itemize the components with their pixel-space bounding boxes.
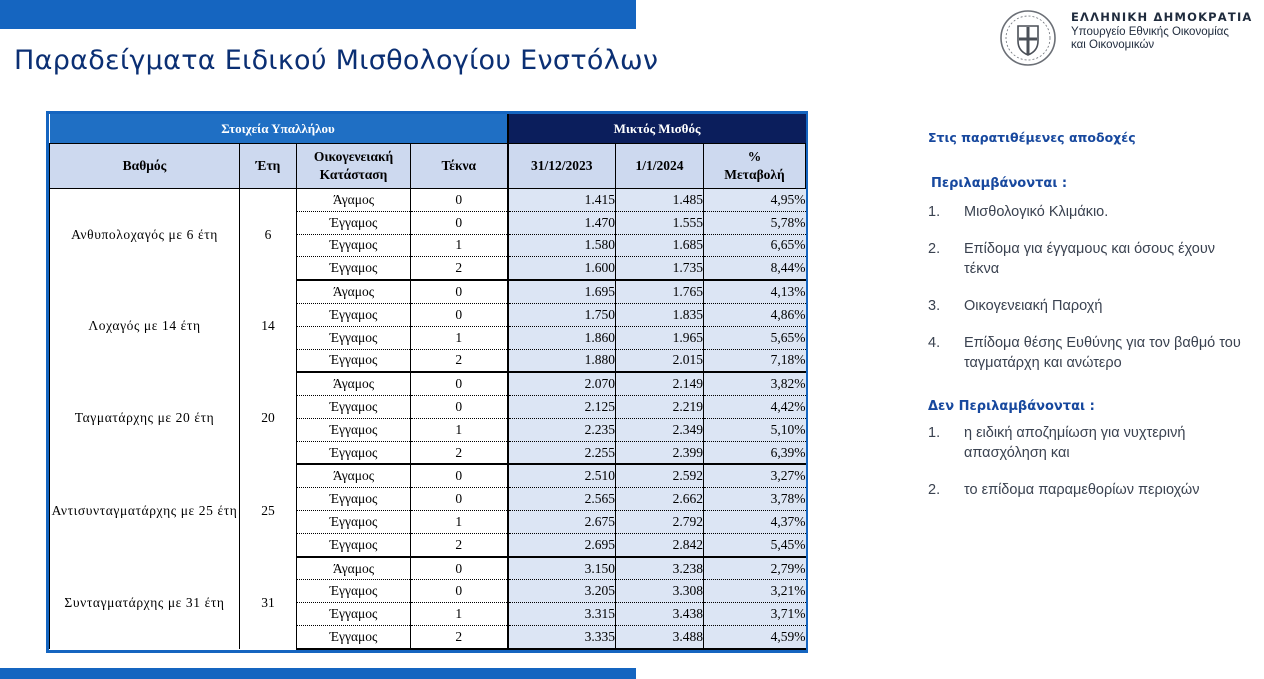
family-status-cell: Έγγαμος (297, 257, 411, 280)
col-header-rank: Βαθμός (50, 144, 240, 189)
children-cell: 1 (411, 511, 508, 534)
col-header-family-line-2: Κατάσταση (319, 167, 388, 182)
table-row (50, 464, 806, 487)
salary-2023-cell: 1.600 (508, 257, 616, 280)
change-percent-cell: 5,78% (704, 211, 806, 234)
notes-panel (928, 130, 1248, 500)
family-status-cell: Έγγαμος (297, 418, 411, 441)
col-header-years: Έτη (240, 144, 297, 189)
family-status-cell: Έγγαμος (297, 533, 411, 556)
family-status-cell: Άγαμος (297, 372, 411, 395)
page-title: Παραδείγματα Ειδικού Μισθολογίου Ενστόλων (14, 45, 659, 76)
salary-2023-cell: 1.415 (508, 189, 616, 212)
item-text: Μισθολογικό Κλιμάκιο. (964, 204, 1109, 220)
salary-2024-cell: 3.438 (616, 603, 704, 626)
family-status-cell: Άγαμος (297, 464, 411, 487)
change-percent-cell: 5,65% (704, 326, 806, 349)
children-cell: 1 (411, 234, 508, 257)
item-number: 3. (928, 298, 941, 314)
salary-2024-cell: 2.662 (616, 488, 704, 511)
item-number: 2. (928, 482, 941, 498)
children-cell: 2 (411, 349, 508, 372)
included-item (928, 333, 1248, 373)
salary-2024-cell: 2.149 (616, 372, 704, 395)
salary-2024-cell: 2.842 (616, 533, 704, 556)
change-percent-cell: 3,78% (704, 488, 806, 511)
item-number: 1. (928, 204, 941, 220)
rank-cell: Ανθυπολοχαγός με 6 έτη (50, 189, 240, 281)
table-row (50, 372, 806, 395)
change-percent-cell: 6,39% (704, 441, 806, 464)
rank-cell: Συνταγματάρχης με 31 έτη (50, 557, 240, 649)
salary-table (49, 114, 806, 650)
salary-2023-cell: 2.070 (508, 372, 616, 395)
salary-2023-cell: 3.150 (508, 557, 616, 580)
salary-table-body (50, 189, 806, 650)
family-status-cell: Έγγαμος (297, 625, 411, 649)
notes-heading: Στις παρατιθέμενες αποδοχές (928, 130, 1136, 145)
ministry-line-2: και Οικονομικών (1071, 39, 1155, 51)
excluded-item (928, 423, 1248, 463)
change-percent-cell: 4,13% (704, 280, 806, 303)
children-cell: 1 (411, 603, 508, 626)
salary-2023-cell: 3.335 (508, 625, 616, 649)
children-cell: 2 (411, 257, 508, 280)
bottom-accent-bar (0, 668, 636, 679)
children-cell: 0 (411, 189, 508, 212)
included-list (928, 202, 1248, 373)
salary-2023-cell: 2.510 (508, 464, 616, 487)
included-item (928, 202, 1248, 222)
salary-2024-cell: 1.765 (616, 280, 704, 303)
change-percent-cell: 8,44% (704, 257, 806, 280)
col-header-change (704, 144, 806, 189)
family-status-cell: Έγγαμος (297, 441, 411, 464)
change-percent-cell: 3,27% (704, 464, 806, 487)
salary-2024-cell: 3.488 (616, 625, 704, 649)
band-gross-salary: Μικτός Μισθός (508, 114, 806, 144)
children-cell: 0 (411, 396, 508, 419)
change-percent-cell: 5,45% (704, 533, 806, 556)
salary-2023-cell: 1.470 (508, 211, 616, 234)
change-percent-cell: 6,65% (704, 234, 806, 257)
family-status-cell: Άγαμος (297, 557, 411, 580)
rank-cell: Αντισυνταγματάρχης με 25 έτη (50, 464, 240, 556)
salary-2024-cell: 3.238 (616, 557, 704, 580)
children-cell: 1 (411, 418, 508, 441)
salary-2024-cell: 2.349 (616, 418, 704, 441)
change-percent-cell: 3,82% (704, 372, 806, 395)
col-header-change-line-1: % (747, 149, 762, 164)
salary-2023-cell: 2.125 (508, 396, 616, 419)
change-percent-cell: 4,42% (704, 396, 806, 419)
salary-2023-cell: 2.565 (508, 488, 616, 511)
excluded-item (928, 480, 1248, 500)
salary-2023-cell: 1.580 (508, 234, 616, 257)
item-text: Οικογενειακή Παροχή (964, 298, 1103, 314)
children-cell: 2 (411, 441, 508, 464)
col-header-children: Τέκνα (411, 144, 508, 189)
change-percent-cell: 4,95% (704, 189, 806, 212)
col-header-date-2024: 1/1/2024 (616, 144, 704, 189)
change-percent-cell: 5,10% (704, 418, 806, 441)
table-row (50, 280, 806, 303)
included-item (928, 296, 1248, 316)
organization-block (1071, 10, 1253, 52)
salary-2024-cell: 1.685 (616, 234, 704, 257)
change-percent-cell: 7,18% (704, 349, 806, 372)
rank-cell: Ταγματάρχης με 20 έτη (50, 372, 240, 464)
children-cell: 0 (411, 280, 508, 303)
change-percent-cell: 4,59% (704, 625, 806, 649)
family-status-cell: Έγγαμος (297, 511, 411, 534)
rank-cell: Λοχαγός με 14 έτη (50, 280, 240, 372)
excluded-list (928, 423, 1248, 500)
children-cell: 1 (411, 326, 508, 349)
change-percent-cell: 4,86% (704, 303, 806, 326)
salary-2024-cell: 2.592 (616, 464, 704, 487)
change-percent-cell: 3,71% (704, 603, 806, 626)
ministry-name (1071, 26, 1253, 52)
family-status-cell: Έγγαμος (297, 349, 411, 372)
years-cell: 14 (240, 280, 297, 372)
children-cell: 0 (411, 557, 508, 580)
family-status-cell: Άγαμος (297, 189, 411, 212)
children-cell: 0 (411, 488, 508, 511)
family-status-cell: Έγγαμος (297, 603, 411, 626)
salary-2024-cell: 2.792 (616, 511, 704, 534)
family-status-cell: Έγγαμος (297, 396, 411, 419)
band-employee-details: Στοιχεία Υπαλλήλου (50, 114, 508, 144)
salary-2024-cell: 2.015 (616, 349, 704, 372)
years-cell: 20 (240, 372, 297, 464)
table-row (50, 557, 806, 580)
item-text: η ειδική αποζημίωση για νυχτερινή απασχόληση και (964, 425, 1186, 461)
salary-2024-cell: 1.735 (616, 257, 704, 280)
family-status-cell: Άγαμος (297, 280, 411, 303)
children-cell: 0 (411, 580, 508, 603)
greek-coat-of-arms-icon (999, 9, 1057, 67)
salary-2024-cell: 1.555 (616, 211, 704, 234)
salary-table-frame (46, 111, 808, 653)
family-status-cell: Έγγαμος (297, 303, 411, 326)
item-number: 1. (928, 425, 941, 441)
children-cell: 0 (411, 303, 508, 326)
children-cell: 0 (411, 464, 508, 487)
item-text: Επίδομα θέσης Ευθύνης για τον βαθμό του ταγματάρχη και ανώτερο (964, 335, 1241, 371)
salary-2023-cell: 2.255 (508, 441, 616, 464)
salary-2024-cell: 1.485 (616, 189, 704, 212)
salary-2023-cell: 2.235 (508, 418, 616, 441)
item-number: 2. (928, 241, 941, 257)
family-status-cell: Έγγαμος (297, 234, 411, 257)
col-header-change-line-2: Μεταβολή (724, 167, 785, 182)
children-cell: 2 (411, 533, 508, 556)
col-header-family-line-1: Οικογενειακή (313, 149, 394, 164)
salary-2024-cell: 1.835 (616, 303, 704, 326)
years-cell: 25 (240, 464, 297, 556)
salary-2023-cell: 2.675 (508, 511, 616, 534)
item-text: Επίδομα για έγγαμους και όσους έχουν τέκνα (964, 241, 1216, 277)
family-status-cell: Έγγαμος (297, 580, 411, 603)
years-cell: 6 (240, 189, 297, 281)
salary-2023-cell: 1.880 (508, 349, 616, 372)
included-item (928, 239, 1248, 279)
ministry-line-1: Υπουργείο Εθνικής Οικονομίας (1071, 26, 1229, 38)
salary-2023-cell: 3.315 (508, 603, 616, 626)
salary-2024-cell: 2.219 (616, 396, 704, 419)
included-title: Περιλαμβάνονται : (931, 176, 1068, 191)
item-text: το επίδομα παραμεθορίων περιοχών (964, 482, 1200, 498)
salary-2024-cell: 1.965 (616, 326, 704, 349)
salary-2024-cell: 3.308 (616, 580, 704, 603)
change-percent-cell: 4,37% (704, 511, 806, 534)
salary-2023-cell: 1.695 (508, 280, 616, 303)
family-status-cell: Έγγαμος (297, 488, 411, 511)
salary-2023-cell: 2.695 (508, 533, 616, 556)
family-status-cell: Έγγαμος (297, 326, 411, 349)
years-cell: 31 (240, 557, 297, 649)
col-header-family-status (297, 144, 411, 189)
change-percent-cell: 3,21% (704, 580, 806, 603)
item-number: 4. (928, 335, 941, 351)
change-percent-cell: 2,79% (704, 557, 806, 580)
org-name: ΕΛΛΗΝΙΚΗ ΔΗΜΟΚΡΑΤΙΑ (1071, 10, 1253, 24)
children-cell: 0 (411, 372, 508, 395)
salary-2023-cell: 1.860 (508, 326, 616, 349)
excluded-title: Δεν Περιλαμβάνονται : (928, 399, 1095, 414)
salary-2023-cell: 3.205 (508, 580, 616, 603)
top-accent-bar (0, 0, 636, 29)
table-row (50, 189, 806, 212)
salary-2024-cell: 2.399 (616, 441, 704, 464)
salary-2023-cell: 1.750 (508, 303, 616, 326)
col-header-date-2023: 31/12/2023 (508, 144, 616, 189)
children-cell: 2 (411, 625, 508, 649)
children-cell: 0 (411, 211, 508, 234)
family-status-cell: Έγγαμος (297, 211, 411, 234)
